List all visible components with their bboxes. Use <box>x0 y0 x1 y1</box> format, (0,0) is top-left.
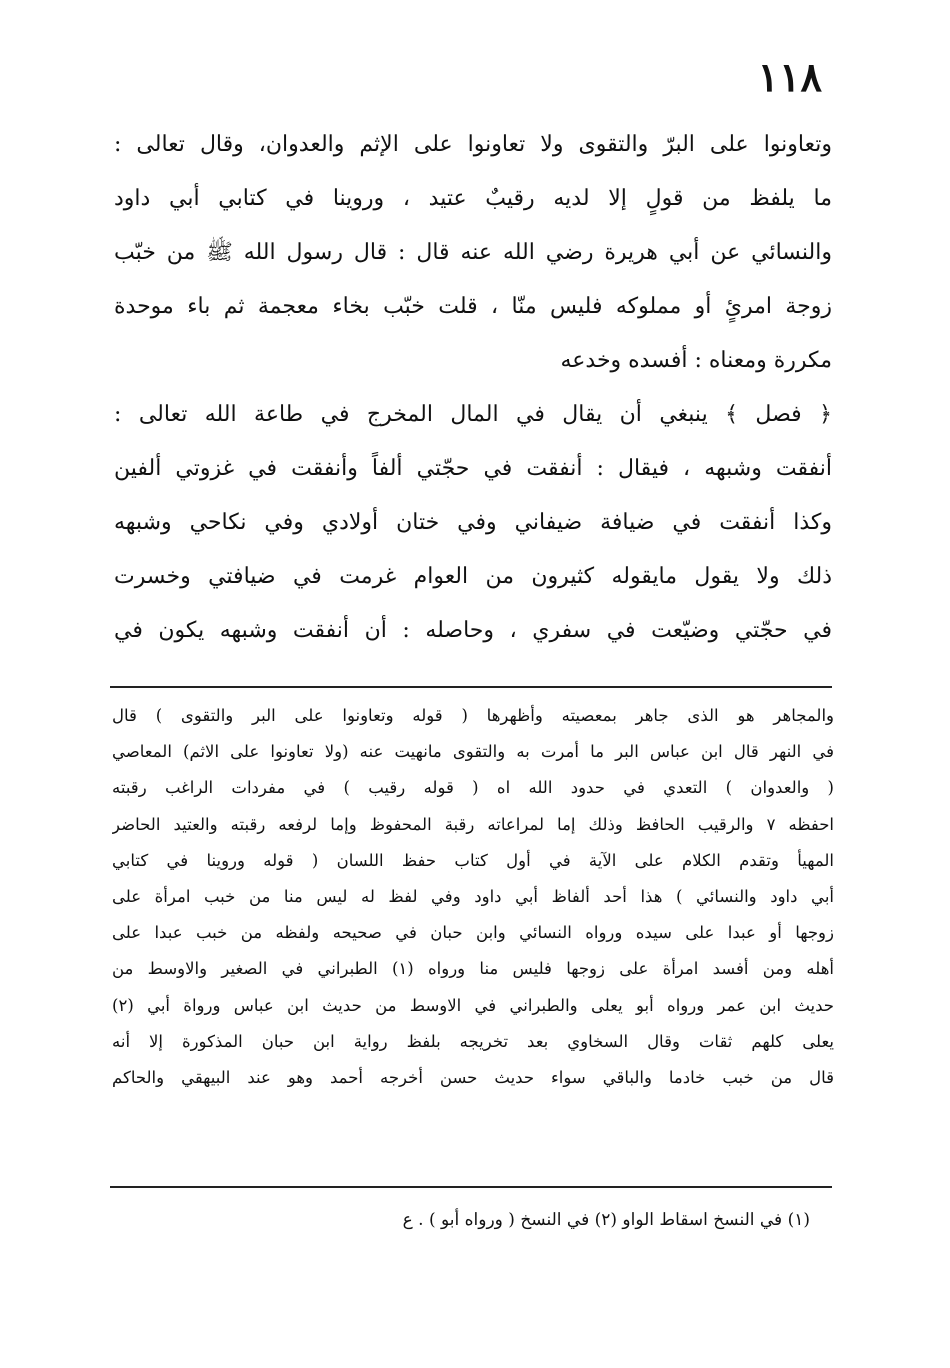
commentary-line: ( والعدوان ) التعدي في حدود الله اه ( قوله رقيب ) في مفردات الراغب رقبته <box>112 778 834 798</box>
commentary-line: أبي داود والنسائي ) هذا أحد ألفاظ أبي داود وفي لفظ له ليس منا من خبب امرأة على <box>112 886 834 906</box>
main-text-line: أنفقت وشبهه ، فيقال : أنفقت في حجّتي ألفاً وأنفقت في غزوتي ألفين <box>114 456 832 481</box>
footnote: (١) في النسخ اسقاط الواو (٢) في النسخ ( ورواه أبو ) . ع <box>402 1210 810 1230</box>
commentary-line: والمجاهر هو الذى جاهر بمعصيته وأظهرها ( قوله وتعاونوا على البر والتقوى ) قال <box>112 706 834 725</box>
main-text-line: في حجّتي وضيّعت في سفري ، وحاصله : أن أنفقت وشبهه يكون في <box>114 618 832 643</box>
main-text-line: ما يلفظ من قولٍ إلا لديه رقيبٌ عتيد ، وروينا في كتابي أبي داود <box>114 186 832 211</box>
main-text-line: وكذا أنفقت في ضيافة ضيفاني وفي ختان أولادي وفي نكاحي وشبهه <box>114 510 832 535</box>
page-number: ١١٨ <box>757 54 822 101</box>
commentary <box>112 698 834 1096</box>
commentary-line: في النهر قال ابن عباس البر ما أمرت به والتقوى مانهيت عنه (ولا تعاونوا على الاثم) المعاصي <box>112 742 834 762</box>
main-text-line: ذلك ولا يقول مايقوله كثيرون من العوام غرمت في ضيافتي وخسرت <box>114 564 832 589</box>
commentary-line: قال من خبب خادما والباقي سواء حديث حسن أخرجه أحمد وهو عند البيهقي والحاكم <box>112 1067 834 1087</box>
commentary-line: أهله ومن أفسد امرأة على زوجها فليس منا ورواه (١) الطبراني في الصغير والاوسط من <box>112 959 834 979</box>
commentary-line: زوجها أو عبدا على سيده ورواه النسائي وابن حبان في صحيحه ولفظه من خبب عبدا على <box>112 923 834 943</box>
commentary-line: احفظه ٧ والرقيب الحافظ وذلك إما لمراعاته رقبة المحفوظ وإما لرفعه رقبته والعتيد الحاضر <box>112 814 834 834</box>
commentary-line: حديث ابن عمر ورواه أبو يعلى والطبراني في الاوسط من حديث ابن عباس ورواة أبي (٢) <box>112 995 834 1015</box>
main-text-line: مكررة ومعناه : أفسده وخدعه <box>560 348 832 373</box>
commentary-line: المهيأ وتقدم الكلام على الآية في أول كتاب حفظ اللسان ( قوله وروينا في كتابي <box>112 850 834 870</box>
commentary-divider <box>110 686 832 688</box>
main-text-line: وتعاونوا على البرّ والتقوى ولا تعاونوا على الإثم والعدوان، وقال تعالى : <box>114 132 832 157</box>
footnote-divider <box>110 1186 832 1188</box>
main-text-line: والنسائي عن أبي هريرة رضي الله عنه قال : قال رسول الله ﷺ من خبّب <box>114 240 832 265</box>
main-text <box>114 118 832 658</box>
commentary-line: يعلى كلهم ثقات وقال السخاوي بعد تخريجه بلفظ رواية ابن حبان المذكورة إلا أنه <box>112 1031 834 1051</box>
main-text-line: زوجة امرئٍ أو مملوكه فليس منّا ، قلت خبّب بخاء معجمة ثم باء موحدة <box>114 294 832 319</box>
section-heading-line: ﴿ فصل ﴾ ينبغي أن يقال في المال المخرج في طاعة الله تعالى : <box>114 402 832 427</box>
